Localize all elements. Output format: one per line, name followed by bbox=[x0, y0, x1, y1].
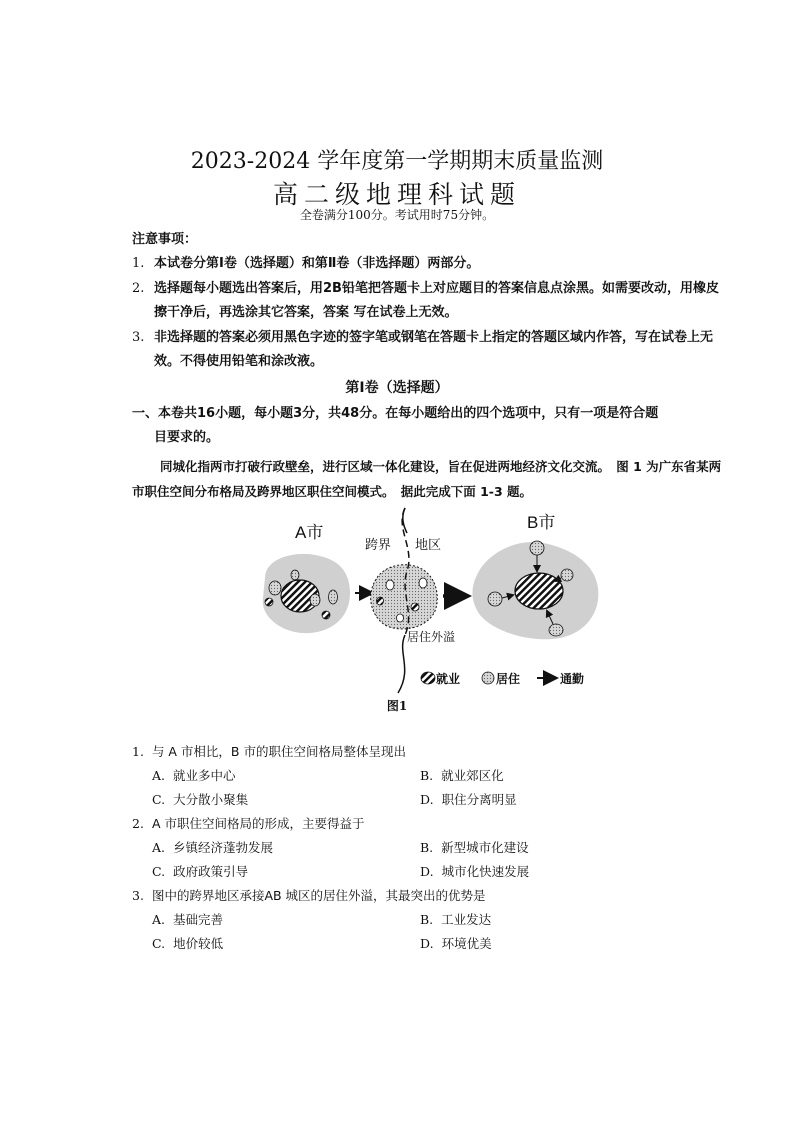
question-text: 图中的跨界地区承接AB 城区的居住外溢，其最突出的优势是 bbox=[151, 888, 486, 903]
cross-housing-1 bbox=[386, 580, 394, 590]
option-letter: C. bbox=[152, 864, 166, 879]
city-b-housing-2 bbox=[561, 569, 573, 581]
administrative-border-solid-bottom bbox=[398, 635, 405, 693]
notice-item bbox=[132, 326, 722, 374]
part-instructions-line2: 目要求的。 bbox=[154, 430, 220, 445]
option-text: 地价较低 bbox=[173, 936, 224, 951]
city-a-housing-3 bbox=[329, 590, 338, 604]
question-stem bbox=[132, 884, 722, 908]
option-text: 工业发达 bbox=[441, 912, 492, 927]
option-b bbox=[420, 764, 688, 788]
option-text: 政府政策引导 bbox=[173, 864, 249, 879]
option-letter: A. bbox=[152, 912, 166, 927]
option-letter: A. bbox=[152, 768, 166, 783]
option-d bbox=[420, 932, 688, 956]
cross-housing-3 bbox=[397, 614, 404, 622]
question-options bbox=[132, 764, 722, 812]
job-housing-diagram bbox=[255, 503, 605, 698]
option-a bbox=[152, 764, 420, 788]
option-text: 职住分离明显 bbox=[441, 792, 517, 807]
cross-border-label: 跨界 bbox=[365, 538, 392, 553]
question-item bbox=[132, 884, 722, 956]
reading-passage: 同城化指两市打破行政壁垒，进行区域一体化建设，旨在促进两地经济文化交流。 图 1 为广东省某两市职住空间分布格局及跨界地区职住空间模式。 据此完成下面 1-3 题。 bbox=[132, 459, 722, 499]
option-letter: B. bbox=[420, 912, 434, 927]
region-label: 地区 bbox=[415, 538, 442, 553]
legend-jobs-icon bbox=[421, 672, 435, 684]
figure-caption: 图1 bbox=[386, 699, 408, 713]
question-list bbox=[132, 740, 722, 956]
question-number: 1. bbox=[132, 744, 144, 759]
option-c bbox=[152, 860, 420, 884]
option-letter: D. bbox=[420, 792, 434, 807]
exam-title-line1: 2023-2024 学年度第一学期期末质量监测 bbox=[190, 149, 604, 174]
notice-item bbox=[132, 277, 722, 325]
notice-item-text: 选择题每小题选出答案后，用2B铅笔把答题卡上对应题目的答案信息点涂黑。如需要改动，用橡皮擦干净后，再选涂其它答案，答案 写在试卷上无效。 bbox=[154, 281, 719, 320]
notice-item-text: 非选择题的答案必须用黑色字迹的签字笔或钢笔在答题卡上指定的答题区域内作答，写在试卷上无效。不得使用铅笔和涂改液。 bbox=[154, 330, 714, 369]
question-stem bbox=[132, 812, 722, 836]
notice-item-number: 3. bbox=[132, 330, 145, 345]
option-letter: D. bbox=[420, 936, 434, 951]
option-a bbox=[152, 908, 420, 932]
city-b-housing-4 bbox=[549, 624, 563, 636]
cross-jobs-1 bbox=[377, 597, 384, 605]
legend-commute-label: 通勤 bbox=[560, 672, 585, 686]
legend-jobs-label: 就业 bbox=[436, 672, 461, 686]
city-a-housing-4 bbox=[291, 570, 299, 580]
city-a-housing-1 bbox=[269, 581, 281, 595]
question-text: A 市职住空间格局的形成，主要得益于 bbox=[151, 816, 365, 831]
option-text: 乡镇经济蓬勃发展 bbox=[173, 840, 274, 855]
cross-housing-2 bbox=[419, 578, 427, 588]
notice-item bbox=[132, 252, 722, 276]
section-title: 第Ⅰ卷（选择题） bbox=[345, 380, 449, 396]
option-letter: C. bbox=[152, 936, 166, 951]
part-instructions bbox=[132, 402, 722, 450]
question-number: 2. bbox=[132, 816, 144, 831]
question-text: 与 A 市相比，B 市的职住空间格局整体呈现出 bbox=[151, 744, 406, 759]
option-d bbox=[420, 860, 688, 884]
administrative-border-solid-top bbox=[403, 508, 407, 533]
city-a-jobs-small-2 bbox=[322, 611, 330, 619]
part-instructions-line1: 一、本卷共16小题，每小题3分，共48分。在每小题给出的四个选项中，只有一项是符合题 bbox=[132, 406, 659, 421]
notice-list bbox=[132, 252, 722, 375]
city-b-jobs-center bbox=[515, 573, 563, 609]
option-letter: B. bbox=[420, 768, 434, 783]
exam-title-line2: 高二级地理科试题 bbox=[272, 180, 521, 209]
option-text: 新型城市化建设 bbox=[441, 840, 529, 855]
option-text: 就业多中心 bbox=[173, 768, 236, 783]
option-text: 城市化快速发展 bbox=[441, 864, 530, 879]
notice-heading: 注意事项： bbox=[132, 232, 198, 247]
notice-item-number: 2. bbox=[132, 281, 145, 296]
city-a-housing-2 bbox=[310, 594, 320, 606]
question-item bbox=[132, 740, 722, 812]
city-b-label: B市 bbox=[527, 513, 556, 532]
option-text: 大分散小聚集 bbox=[173, 792, 249, 807]
option-c bbox=[152, 788, 420, 812]
city-b-housing-3 bbox=[488, 592, 502, 606]
notice-item-text: 本试卷分第Ⅰ卷（选择题）和第Ⅱ卷（非选择题）两部分。 bbox=[154, 256, 480, 271]
legend-housing-icon bbox=[482, 672, 494, 684]
question-options bbox=[132, 836, 722, 884]
exam-subtitle: 全卷满分100分。考试用时75分钟。 bbox=[299, 208, 495, 222]
question-item bbox=[132, 812, 722, 884]
option-letter: D. bbox=[420, 864, 434, 879]
option-letter: C. bbox=[152, 792, 166, 807]
cross-jobs-2 bbox=[411, 603, 419, 611]
option-text: 就业郊区化 bbox=[441, 768, 504, 783]
option-b bbox=[420, 836, 688, 860]
question-number: 3. bbox=[132, 888, 144, 903]
option-text: 基础完善 bbox=[173, 912, 224, 927]
city-a-jobs-small-1 bbox=[265, 598, 273, 606]
residence-overflow-label: 居住外溢 bbox=[407, 630, 456, 644]
legend-housing-label: 居住 bbox=[496, 672, 521, 686]
option-letter: A. bbox=[152, 840, 166, 855]
option-letter: B. bbox=[420, 840, 434, 855]
question-stem bbox=[132, 740, 722, 764]
question-options bbox=[132, 908, 722, 956]
notice-item-number: 1. bbox=[132, 256, 145, 271]
option-a bbox=[152, 836, 420, 860]
option-b bbox=[420, 908, 688, 932]
option-text: 环境优美 bbox=[441, 936, 492, 951]
city-b-housing-1 bbox=[530, 541, 544, 555]
option-c bbox=[152, 932, 420, 956]
option-d bbox=[420, 788, 688, 812]
city-a-label: A市 bbox=[295, 523, 324, 542]
